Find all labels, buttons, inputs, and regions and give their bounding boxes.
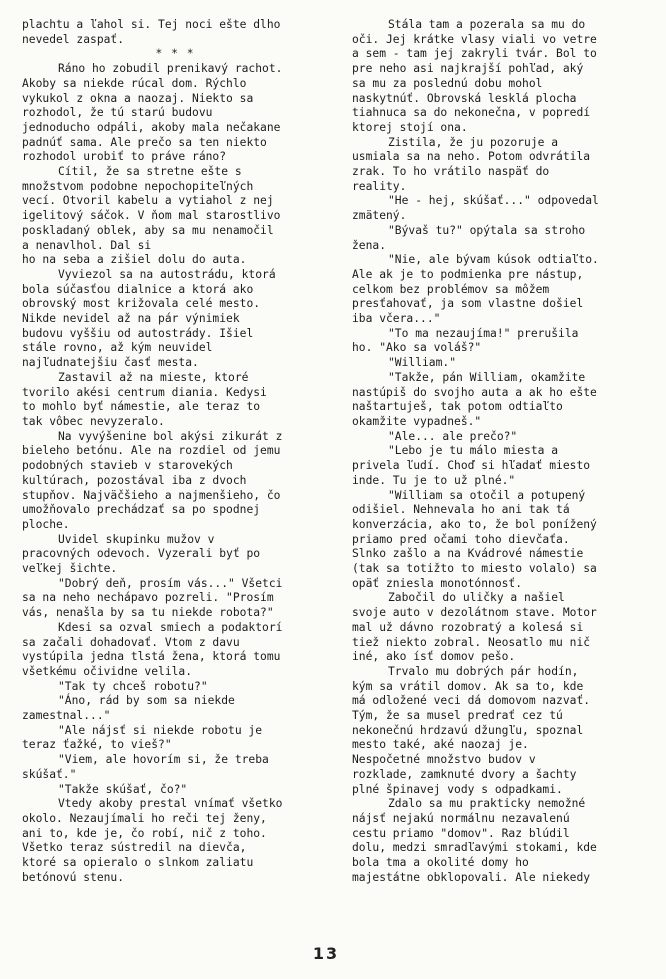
page-number: 13 (312, 944, 340, 963)
paragraph: "William." (388, 356, 457, 370)
paragraph: "Bývaš tu?" opýtala sa stroho žena. (352, 223, 586, 252)
paragraph: "Ale nájsť si niekde robotu je teraz ťažké, to vieš?" (22, 723, 263, 752)
paragraph: Zistila, že ju pozoruje a usmiala sa na neho. Potom odvrátila zrak. To ho vrátilo naspäť do reality. (352, 135, 591, 193)
paragraph: "Takže skúšať, čo?" (58, 782, 188, 796)
paragraph: "Ale... ale prečo?" (388, 429, 518, 443)
paragraph: Zdalo sa mu prakticky nemožné nájsť nejakú normálnu nezavalenú cestu priamo "domov". Raz blúdil dolu, medzi smradľavými stokami, kde bola tma a okolité domy ho majestátne obklopovali. Ale niekedy (352, 797, 597, 884)
paragraph: "Takže, pán William, okamžite nastúpiš do svojho auta a ak ho ešte naštartuješ, tak potom odtiaľto okamžite vypadneš." (352, 370, 597, 428)
paragraph: "To ma nezaujíma!" prerušila ho. "Ako sa voláš?" (352, 326, 579, 355)
left-text-column (22, 18, 328, 885)
paragraph: Uvidel skupinku mužov v pracovných odevoch. Vyzerali byť po veľkej šichte. (22, 532, 261, 576)
right-text-column (352, 18, 648, 885)
paragraph: "He - hej, skúšať..." odpovedal zmätený. (352, 194, 599, 223)
paragraph: plachtu a ľahol si. Tej noci ešte dlho nevedel zaspať. (22, 18, 281, 46)
section-separator: * * * (155, 47, 195, 61)
paragraph: "Lebo je tu málo miesta a privela ľudí. Choď si hľadať miesto inde. Tu je to už plné." (352, 444, 591, 487)
paragraph: Na vyvýšenine bol akýsi zikurát z bieleho betónu. Ale na rozdiel od jemu podobných stavieb v starovekých kultúrach, pozostával iba z dvoch stupňov. Najväčšieho a najmenšieho, čo umožňovalo prechádzať sa po spodnej ploche. (22, 429, 283, 531)
paragraph: Ráno ho zobudil prenikavý rachot. Akoby sa niekde rúcal dom. Rýchlo vykukol z okna a naozaj. Niekto sa rozhodol, že tú starú budovu jednoducho odpáli, akoby mala nečakane padnúť sama. Ale prečo sa ten niekto rozhodol urobiť to práve ráno? (22, 62, 283, 164)
paragraph: "Nie, ale bývam kúsok odtiaľto. Ale ak je to podmienka pre nástup, celkom bez problémov sa môžem presťahovať, ja som vlastne došiel iba včera..." (352, 253, 599, 326)
paragraph: "Dobrý deň, prosím vás..." Všetci sa na neho nechápavo pozreli. "Prosím vás, nenašla by sa tu niekde robota?" (22, 576, 283, 620)
paragraph: Vyviezol sa na autostrádu, ktorá bola súčasťou dialnice a ktorá ako obrovský most križovala celé mesto. Nikde nevidel až na pár výnimiek budovu vyššiu od autostrády. Išiel stále rovno, až kým neuvidel najľudnatejšiu časť mesta. (22, 267, 276, 370)
paragraph: "Tak ty chceš robotu?" (58, 679, 208, 693)
paragraph: "Viem, ale hovorím si, že treba skúšať." (22, 753, 269, 781)
paragraph: Kdesi sa ozval smiech a podaktorí sa začali dohadovať. Vtom z davu vystúpila jedna tlstá žena, ktorá tomu všetkému očividne velila. (22, 620, 283, 678)
paragraph: "Áno, rád by som sa niekde zamestnal..." (22, 694, 235, 723)
paragraph: Stála tam a pozerala sa mu do oči. Jej krátke vlasy viali vo vetre a sem - tam jej zakryli tvár. Bol to pre neho asi najkrajší pohľad, aký sa mu za poslednú dobu mohol naskytnúť. Obrovská lesklá plocha tiahnuca sa do nekonečna, v popredí ktorej stojí ona. (352, 18, 597, 134)
paragraph: Trvalo mu dobrých pár hodín, kým sa vrátil domov. Ak sa to, kde má odložené veci dá domovom nazvať. Tým, že sa musel predrať cez tú nekonečnú hrdzavú džungľu, spoznal mesto také, aké naozaj je. Nespočetné množstvo budov v rozklade, zamknuté dvory a šachty plné špinavej vody s odpadkami. (352, 664, 591, 796)
paragraph: Zastavil až na mieste, ktoré tvorilo akési centrum diania. Kedysi to mohlo byť námestie, ale teraz to tak vôbec nevyzeralo. (22, 370, 267, 428)
paragraph: "William sa otočil a potupený odišiel. Nehnevala ho ani tak tá konverzácia, ako to, že bol ponížený priamo pred očami toho dievčaťa. Slnko zašlo a na Kvádrové námestie (tak sa totižto to miesto volalo) sa opäť zniesla monotónnosť. (352, 488, 597, 590)
paragraph: Cítil, že sa stretne ešte s množstvom podobne nepochopiteľných vecí. Otvoril kabelu a vytiahol z nej igelitový sáčok. V ňom mal starostlivo poskladaný oblek, aby sa mu nenamočil a nenavlhol. Dal si ho na seba a zišiel dolu do auta. (22, 165, 281, 267)
paragraph: Vtedy akoby prestal vnímať všetko okolo. Nezaujímali ho reči tej ženy, ani to, kde je, čo robí, nič z toho. Všetko teraz sústredil na dievča, ktoré sa opieralo o slnkom zaliatu betónovú stenu. (22, 797, 283, 884)
paragraph: Zabočil do uličky a našiel svoje auto v dezolátnom stave. Motor mal už dávno rozobratý a kolesá si tiež niekto zobral. Neosatlo mu nič iné, ako ísť domov pešo. (352, 591, 597, 664)
